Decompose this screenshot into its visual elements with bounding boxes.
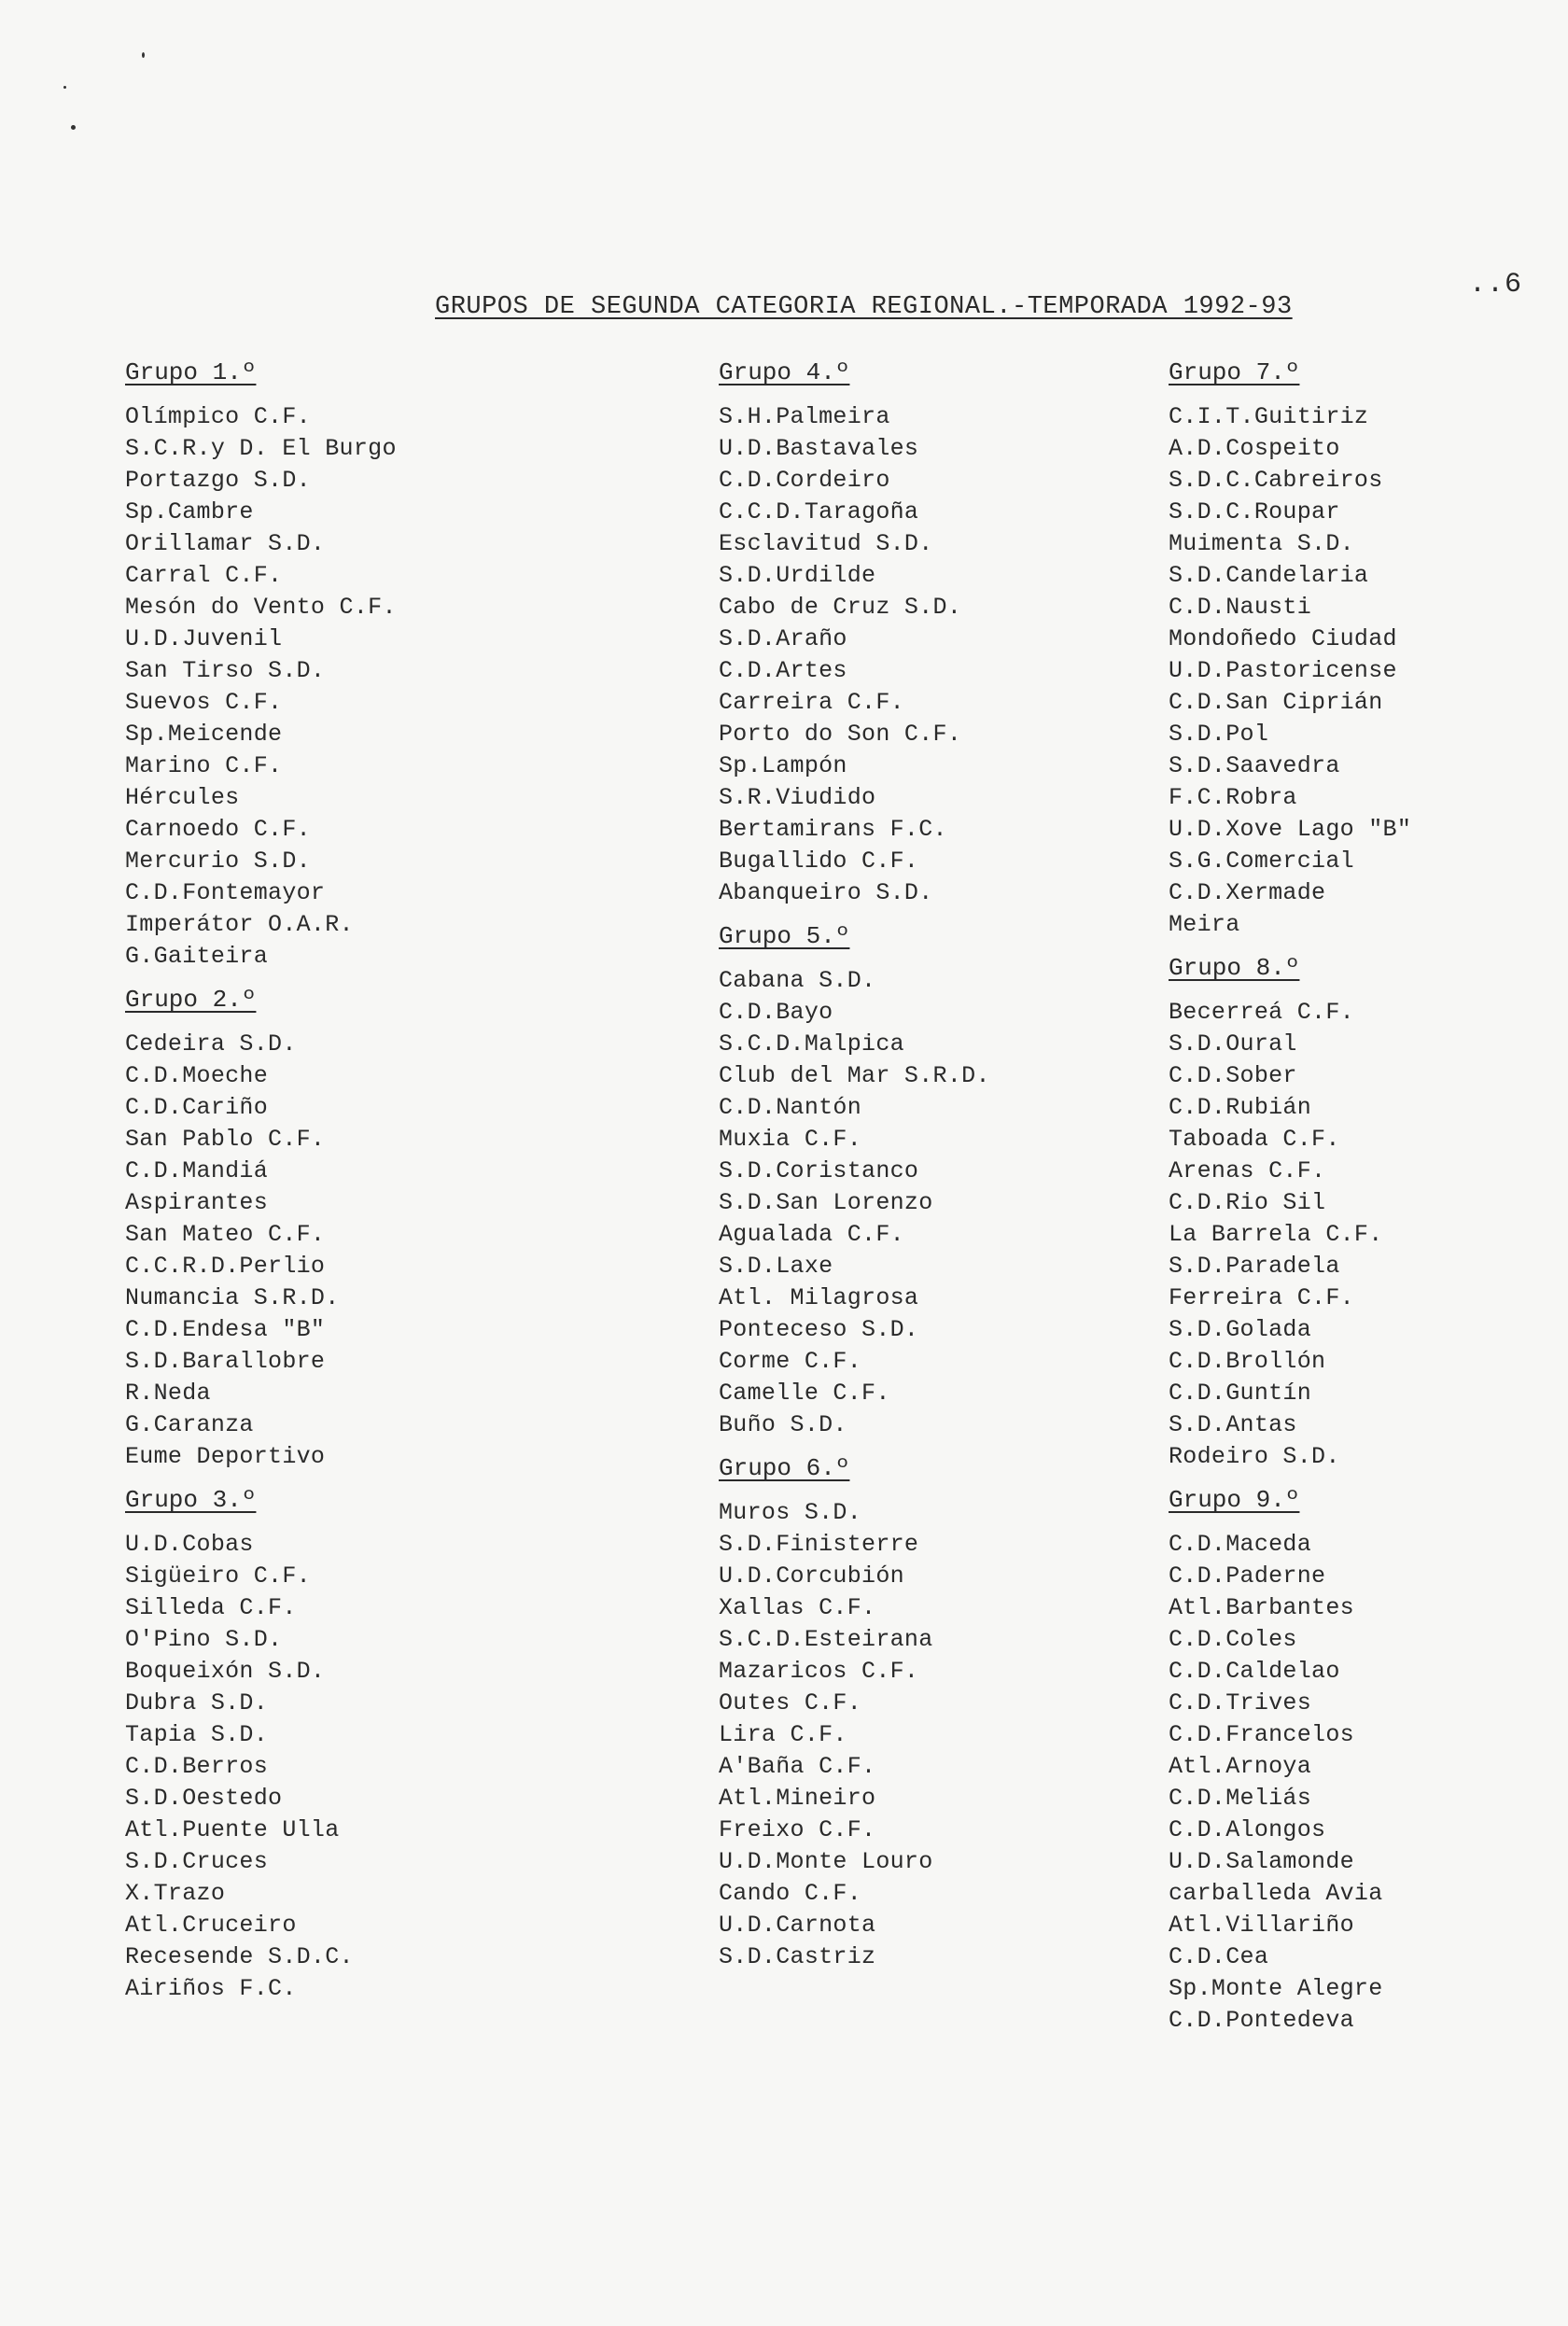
team-name: Atl.Barbantes <box>1169 1594 1354 1621</box>
team-name: Porto do Son C.F. <box>719 721 962 748</box>
team-name: C.D.Paderne <box>1169 1562 1326 1590</box>
group-block <box>125 357 610 973</box>
group-heading: Grupo 9.º <box>1169 1486 1300 1514</box>
speck <box>71 125 76 130</box>
team-name: Arenas C.F. <box>1169 1157 1326 1184</box>
team-name: Airiños F.C. <box>125 1975 297 2002</box>
team-name: Bertamirans F.C. <box>719 816 947 843</box>
team-name: C.D.Pontedeva <box>1169 2007 1354 2034</box>
team-name: C.D.Coles <box>1169 1626 1297 1653</box>
group-block <box>1169 952 1568 1473</box>
team-name: Sp.Cambre <box>125 498 254 525</box>
team-name: Olímpico C.F. <box>125 403 311 430</box>
team-name: Suevos C.F. <box>125 689 283 716</box>
team-name: U.D.Cobas <box>125 1531 254 1558</box>
team-name: Recesende S.D.C. <box>125 1943 354 1970</box>
team-name: S.D.Golada <box>1169 1316 1312 1343</box>
team-name: Becerreá C.F. <box>1169 999 1354 1026</box>
team-name: Rodeiro S.D. <box>1169 1443 1340 1470</box>
group-heading: Grupo 2.º <box>125 986 257 1014</box>
team-name: Muxia C.F. <box>719 1126 862 1153</box>
team-name: F.C.Robra <box>1169 784 1297 811</box>
group-heading: Grupo 5.º <box>719 922 850 950</box>
team-name: S.D.Finisterre <box>719 1531 919 1558</box>
team-name: C.D.Cordeiro <box>719 467 890 494</box>
team-name: U.D.Carnota <box>719 1912 876 1939</box>
team-name: U.D.Monte Louro <box>719 1848 933 1875</box>
group-heading: Grupo 3.º <box>125 1486 257 1514</box>
team-name: Xallas C.F. <box>719 1594 876 1621</box>
team-name: X.Trazo <box>125 1880 226 1907</box>
team-name: Carreira C.F. <box>719 689 904 716</box>
team-name: Carral C.F. <box>125 562 283 589</box>
team-name: C.D.Nausti <box>1169 594 1312 621</box>
group-heading: Grupo 8.º <box>1169 954 1300 982</box>
team-name: S.D.Castriz <box>719 1943 876 1970</box>
team-name: Eume Deportivo <box>125 1443 326 1470</box>
team-name: C.D.Meliás <box>1169 1785 1312 1812</box>
team-name: C.D.Mandiá <box>125 1157 269 1184</box>
team-name: S.D.C.Roupar <box>1169 498 1340 525</box>
group-heading: Grupo 6.º <box>719 1454 850 1482</box>
group-block <box>125 1484 610 2005</box>
team-name: Atl. Milagrosa <box>719 1284 919 1311</box>
team-name: S.R.Viudido <box>719 784 876 811</box>
column-3 <box>1169 357 1568 2048</box>
team-name: S.D.Coristanco <box>719 1157 919 1184</box>
team-name: S.D.Pol <box>1169 721 1269 748</box>
team-name: C.D.Artes <box>719 657 847 684</box>
team-name: Muimenta S.D. <box>1169 530 1354 557</box>
team-name: Portazgo S.D. <box>125 467 311 494</box>
team-name: La Barrela C.F. <box>1169 1221 1383 1248</box>
team-name: Orillamar S.D. <box>125 530 326 557</box>
team-name: Atl.Puente Ulla <box>125 1816 340 1843</box>
team-name: Mondoñedo Ciudad <box>1169 625 1397 652</box>
team-name: G.Gaiteira <box>125 943 269 970</box>
team-name: Muros S.D. <box>719 1499 862 1526</box>
team-name: Freixo C.F. <box>719 1816 876 1843</box>
team-name: C.D.Caldelao <box>1169 1658 1340 1685</box>
document-title: GRUPOS DE SEGUNDA CATEGORIA REGIONAL.-TEMPORADA 1992-93 <box>435 293 1293 321</box>
team-name: Abanqueiro S.D. <box>719 879 933 906</box>
team-name: C.D.Rio Sil <box>1169 1189 1326 1216</box>
team-name: Sp.Meicende <box>125 721 283 748</box>
team-name: C.D.Fontemayor <box>125 879 326 906</box>
column-2 <box>719 357 1204 1984</box>
team-name: U.D.Pastoricense <box>1169 657 1397 684</box>
team-name: Agualada C.F. <box>719 1221 904 1248</box>
team-name: carballeda Avia <box>1169 1880 1383 1907</box>
team-name: S.D.San Lorenzo <box>719 1189 933 1216</box>
team-name: Cabana S.D. <box>719 967 876 994</box>
team-name: Atl.Mineiro <box>719 1785 876 1812</box>
team-name: Corme C.F. <box>719 1348 862 1375</box>
team-name: C.D.Berros <box>125 1753 269 1780</box>
team-name: C.D.San Ciprián <box>1169 689 1383 716</box>
team-name: S.C.D.Esteirana <box>719 1626 933 1653</box>
team-name: S.C.R.y D. El Burgo <box>125 435 397 462</box>
team-name: Marino C.F. <box>125 752 283 779</box>
team-name: Taboada C.F. <box>1169 1126 1340 1153</box>
team-name: U.D.Bastavales <box>719 435 919 462</box>
team-name: C.C.R.D.Perlio <box>125 1253 326 1280</box>
team-name: Carnoedo C.F. <box>125 816 311 843</box>
team-name: C.D.Bayo <box>719 999 833 1026</box>
team-name: Club del Mar S.R.D. <box>719 1062 990 1089</box>
team-name: S.D.Paradela <box>1169 1253 1340 1280</box>
team-name: S.D.Urdilde <box>719 562 876 589</box>
team-name: S.D.Saavedra <box>1169 752 1340 779</box>
team-name: Sp.Lampón <box>719 752 847 779</box>
team-name: Numancia S.R.D. <box>125 1284 340 1311</box>
team-name: Mazaricos C.F. <box>719 1658 919 1685</box>
team-name: C.C.D.Taragoña <box>719 498 919 525</box>
team-name: Ponteceso S.D. <box>719 1316 919 1343</box>
team-name: Tapia S.D. <box>125 1721 269 1748</box>
team-name: Silleda C.F. <box>125 1594 297 1621</box>
team-name: Boqueixón S.D. <box>125 1658 326 1685</box>
team-name: Atl.Arnoya <box>1169 1753 1312 1780</box>
team-name: Sigüeiro C.F. <box>125 1562 311 1590</box>
team-name: C.D.Cea <box>1169 1943 1269 1970</box>
speck <box>142 52 145 58</box>
team-name: Esclavitud S.D. <box>719 530 933 557</box>
team-name: C.D.Cariño <box>125 1094 269 1121</box>
team-name: San Pablo C.F. <box>125 1126 326 1153</box>
team-name: C.D.Moeche <box>125 1062 269 1089</box>
column-1 <box>125 357 610 2016</box>
team-name: Ferreira C.F. <box>1169 1284 1354 1311</box>
team-name: S.D.Oestedo <box>125 1785 283 1812</box>
team-name: S.D.Cruces <box>125 1848 269 1875</box>
team-name: S.D.Antas <box>1169 1411 1297 1438</box>
team-name: C.D.Endesa "B" <box>125 1316 326 1343</box>
team-name: Sp.Monte Alegre <box>1169 1975 1383 2002</box>
team-name: Mesón do Vento C.F. <box>125 594 397 621</box>
team-name: S.D.C.Cabreiros <box>1169 467 1383 494</box>
team-name: R.Neda <box>125 1380 211 1407</box>
team-name: C.D.Trives <box>1169 1689 1312 1716</box>
team-name: Cedeira S.D. <box>125 1030 297 1058</box>
team-name: C.D.Alongos <box>1169 1816 1326 1843</box>
team-name: Mercurio S.D. <box>125 848 311 875</box>
group-block <box>1169 1484 1568 2037</box>
team-name: C.D.Brollón <box>1169 1348 1326 1375</box>
team-name: Atl.Cruceiro <box>125 1912 297 1939</box>
team-name: C.D.Guntín <box>1169 1380 1312 1407</box>
team-name: S.D.Candelaria <box>1169 562 1369 589</box>
team-name: A.D.Cospeito <box>1169 435 1340 462</box>
group-block <box>719 357 1204 909</box>
team-name: S.D.Oural <box>1169 1030 1297 1058</box>
team-name: U.D.Corcubión <box>719 1562 904 1590</box>
team-name: U.D.Juvenil <box>125 625 283 652</box>
team-name: C.I.T.Guitiriz <box>1169 403 1369 430</box>
team-name: San Tirso S.D. <box>125 657 326 684</box>
team-name: C.D.Nantón <box>719 1094 862 1121</box>
team-name: C.D.Xermade <box>1169 879 1326 906</box>
team-name: C.D.Maceda <box>1169 1531 1312 1558</box>
page-number: ..6 <box>1469 269 1523 301</box>
team-name: Outes C.F. <box>719 1689 862 1716</box>
team-name: Cando C.F. <box>719 1880 862 1907</box>
group-heading: Grupo 1.º <box>125 358 257 386</box>
team-name: Meira <box>1169 911 1240 938</box>
speck <box>63 86 66 89</box>
team-name: Hércules <box>125 784 240 811</box>
team-name: Buño S.D. <box>719 1411 847 1438</box>
team-name: C.D.Rubián <box>1169 1094 1312 1121</box>
team-name: U.D.Xove Lago "B" <box>1169 816 1412 843</box>
group-heading: Grupo 7.º <box>1169 358 1300 386</box>
group-block <box>719 920 1204 1441</box>
team-name: Atl.Villariño <box>1169 1912 1354 1939</box>
team-name: G.Caranza <box>125 1411 254 1438</box>
team-name: San Mateo C.F. <box>125 1221 326 1248</box>
team-name: S.G.Comercial <box>1169 848 1354 875</box>
group-block <box>1169 357 1568 941</box>
team-name: S.H.Palmeira <box>719 403 890 430</box>
team-name: S.D.Araño <box>719 625 847 652</box>
team-name: Cabo de Cruz S.D. <box>719 594 962 621</box>
team-name: Bugallido C.F. <box>719 848 919 875</box>
team-name: C.D.Sober <box>1169 1062 1297 1089</box>
group-heading: Grupo 4.º <box>719 358 850 386</box>
team-name: Dubra S.D. <box>125 1689 269 1716</box>
group-block <box>125 984 610 1473</box>
team-name: U.D.Salamonde <box>1169 1848 1354 1875</box>
team-name: C.D.Francelos <box>1169 1721 1354 1748</box>
group-block <box>719 1452 1204 1973</box>
team-name: S.D.Barallobre <box>125 1348 326 1375</box>
team-name: Aspirantes <box>125 1189 269 1216</box>
team-name: S.C.D.Malpica <box>719 1030 904 1058</box>
team-name: S.D.Laxe <box>719 1253 833 1280</box>
team-name: O'Pino S.D. <box>125 1626 283 1653</box>
team-name: Camelle C.F. <box>719 1380 890 1407</box>
team-name: A'Baña C.F. <box>719 1753 876 1780</box>
team-name: Lira C.F. <box>719 1721 847 1748</box>
team-name: Imperátor O.A.R. <box>125 911 354 938</box>
